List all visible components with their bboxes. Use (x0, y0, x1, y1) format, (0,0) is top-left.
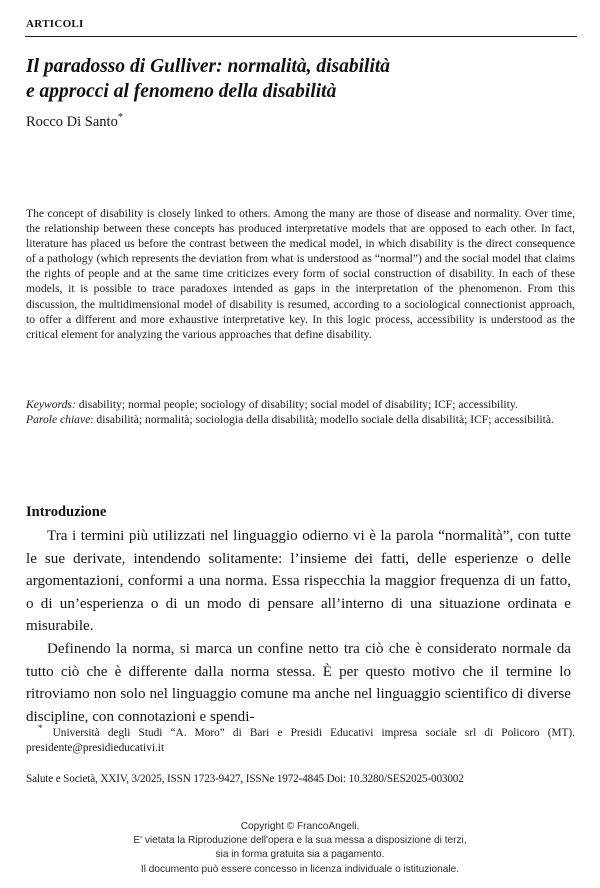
footnote-text: Università degli Studi “A. Moro” di Bari e Presidi Educativi impresa sociale srl di Policoro (MT). presidente@presidieducativi.it (26, 727, 575, 754)
copyright-line-1: Copyright © FrancoAngeli. (240, 821, 360, 832)
body-paragraph-1: Tra i termini più utilizzati nel linguaggio odierno vi è la parola “normalità”, con tutte le sue derivate, intendendo solitamente: l’insieme dei fatti, delle esperienze o delle argomentazioni, conformi a una norma. Essa rispecchia la maggior frequenza di un fatto, o di un’esperienza o di un modo di pensare all’interno di una situazione ordinata e misurabile. (26, 528, 571, 635)
keywords-italian (26, 412, 575, 427)
author-footnote-marker: * (117, 112, 123, 124)
keywords-english-values: disability; normal people; sociology of disability; social model of disability; ICF; accessibility. (75, 398, 518, 411)
abstract-paragraph: The concept of disability is closely linked to others. Among the many are those of disease and normality. Over time, the relationship between these concepts has produced interpretative models that are opposed to each other. In fact, literature has placed us before the contrast between the medical model, in which disability is the direct consequence of a pathology (which represents the deviation from what is understood as “normal”) and the social model that claims the rights of people and at the same time criticizes every form of social construction of disability. In each of these models, it is possible to trace paradoxes intended as gaps in the interpretation of the phenomenon. From this discussion, the multidimensional model of disability is resumed, according to a sociological connectionist approach, to offer a different and more exhaustive interpretative key. In this logic process, accessibility is understood as the critical element for analyzing the various approaches that define disability. (26, 207, 575, 341)
copyright-line-3: sia in forma gratuita sia a pagamento. (215, 849, 385, 861)
keywords-english-label: Keywords: (26, 398, 76, 411)
journal-citation-line: Salute e Società, XXIV, 3/2025, ISSN 1723-9427, ISSNe 1972-4845 Doi: 10.3280/SES2025-003002 (26, 773, 464, 785)
copyright-notice (0, 820, 600, 877)
copyright-line-2: E' vietata la Riproduzione dell'opera e la sua messa a disposizione di terzi, (133, 835, 467, 847)
article-title-line-1: Il paradosso di Gulliver: normalità, disabilità (26, 56, 391, 78)
footnote-block (26, 723, 575, 755)
body-paragraph-2: Definendo la norma, si marca un confine netto tra ciò che è considerato normale da tutto ciò che è differente dalla norma stessa. È per questo motivo che il termine lo ritroviamo non solo nel linguaggio comune ma anche nel linguaggio scientifico di diverse discipline, con connotazioni e spendi- (26, 640, 571, 725)
section-label-articoli: articoli (26, 14, 84, 31)
article-title-line-2: e approcci al fenomeno della disabilità (26, 81, 337, 103)
keywords-italian-values: : disabilità; normalità; sociologia della disabilità; modello sociale della disabilità; ICF; accessibilità. (90, 413, 554, 427)
copyright-line-4: Il documento può essere concesso in licenza individuale o istituzionale. (140, 863, 460, 875)
keywords-english (26, 397, 575, 412)
footnote-marker: * (38, 723, 43, 734)
author-line (26, 114, 123, 131)
keywords-block (26, 397, 575, 427)
header-divider-rule (25, 36, 577, 37)
body-text-block (26, 525, 571, 728)
section-heading-introduzione: Introduzione (26, 504, 107, 521)
article-title (26, 54, 566, 104)
author-name: Rocco Di Santo (26, 114, 118, 130)
keywords-italian-label: Parole chiave (26, 413, 91, 427)
